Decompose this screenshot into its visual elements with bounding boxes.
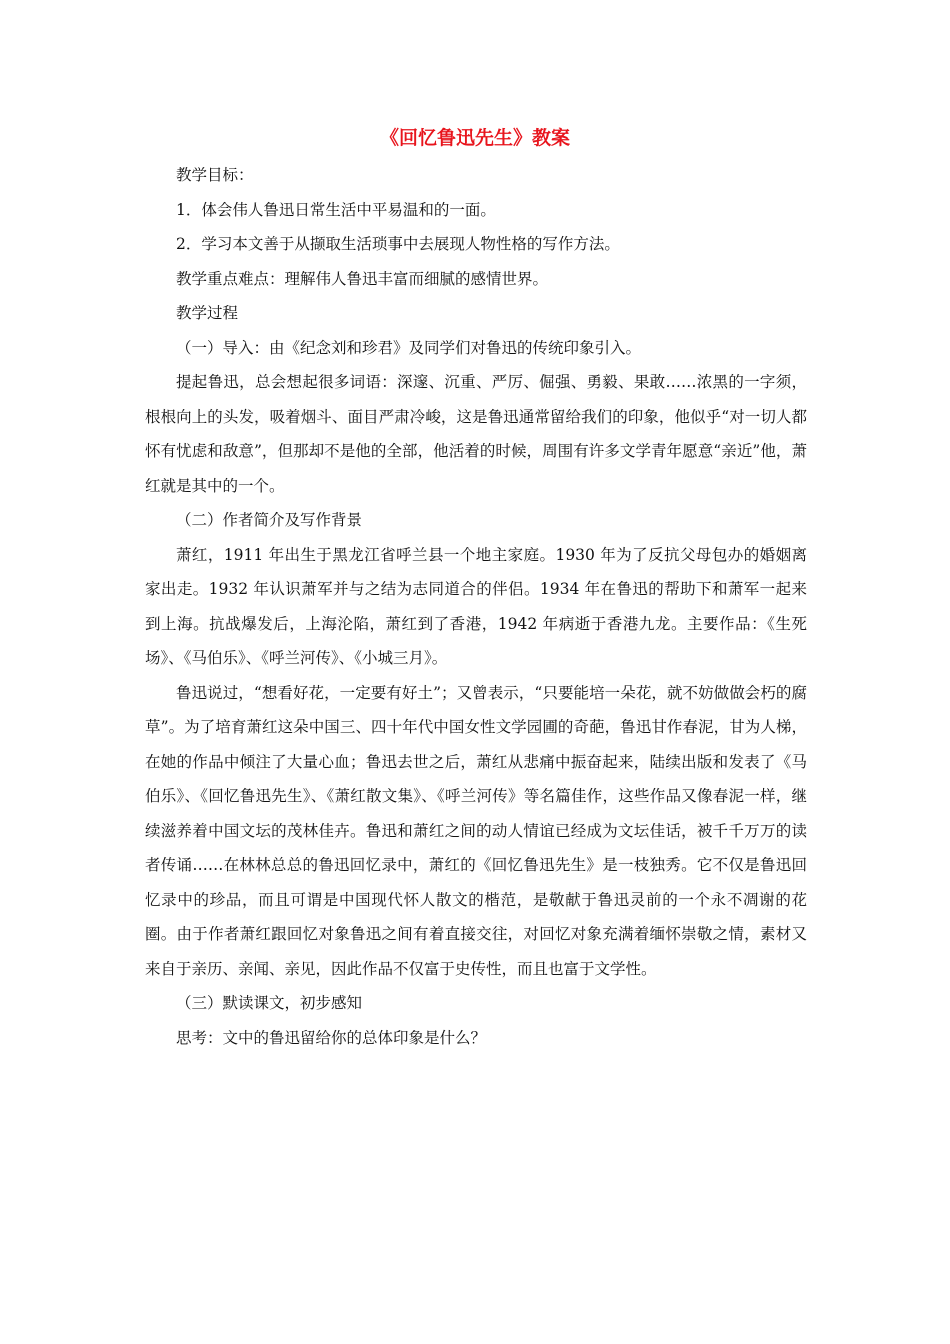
paragraph-section-3-heading: （三）默读课文，初步感知 [176, 994, 363, 1012]
paragraph-author-bio: 萧红，1911 年出生于黑龙江省呼兰县一个地主家庭。1930 年为了反抗父母包办的婚姻离家出走。1932 年认识萧军并与之结为志同道合的伴侣。1934 年在鲁迅的帮助下和萧军一起来到上海。抗战爆发后，上海沦陷，萧红到了香港，1942 年病逝于香港九龙。主要作品：《生死场》、《马伯乐》、《呼兰河传》、《小城三月》。 [145, 545, 807, 667]
paragraph-question: 思考：文中的鲁迅留给你的总体印象是什么？ [176, 1028, 487, 1047]
paragraph-section-1-heading: （一）导入：由《纪念刘和珍君》及同学们对鲁迅的传统印象引入。 [176, 338, 642, 357]
paragraph-key-points: 教学重点难点：理解伟人鲁迅丰富而细腻的感情世界。 [176, 269, 549, 288]
paragraph-introduction: 提起鲁迅，总会想起很多词语：深邃、沉重、严厉、倔强、勇毅、果敢……浓黑的一字须，根根向上的头发，吸着烟斗、面目严肃冷峻，这是鲁迅通常留给我们的印象，他似乎“对一切人都怀有忧虑和敌意”，但那却不是他的全部，他活着的时候，周围有许多文学青年愿意“亲近”他，萧红就是其中的一个。 [145, 373, 807, 495]
paragraph-objective-1: 1．体会伟人鲁迅日常生活中平易温和的一面。 [176, 200, 496, 219]
document-body [145, 158, 807, 1055]
document-title: 《回忆鲁迅先生》教案 [379, 127, 570, 149]
paragraph-section-2-heading: （二）作者简介及写作背景 [176, 511, 363, 529]
paragraph-process-heading: 教学过程 [176, 304, 239, 322]
paragraph-background: 鲁迅说过，“想看好花，一定要有好土”；又曾表示，“只要能培一朵花，就不妨做做会朽的腐草”。为了培育萧红这朵中国三、四十年代中国女性文学园圃的奇葩，鲁迅甘作春泥，甘为人梯，在她的作品中倾注了大量心血；鲁迅去世之后，萧红从悲痛中振奋起来，陆续出版和发表了《马伯乐》、《回忆鲁迅先生》、《萧红散文集》、《呼兰河传》等名篇佳作，这些作品又像春泥一样，继续滋养着中国文坛的茂林佳卉。鲁迅和萧红之间的动人情谊已经成为文坛佳话，被千千万万的读者传诵……在林林总总的鲁迅回忆录中，萧红的《回忆鲁迅先生》是一枝独秀。它不仅是鲁迅回忆录中的珍品，而且可谓是中国现代怀人散文的楷范，是敬献于鲁迅灵前的一个永不凋谢的花圈。由于作者萧红跟回忆对象鲁迅之间有着直接交往，对回忆对象充满着缅怀崇敬之情，素材又来自于亲历、亲闻、亲见，因此作品不仅富于史传性，而且也富于文学性。 [145, 683, 807, 978]
paragraph-objective-2: 2．学习本文善于从撷取生活琐事中去展现人物性格的写作方法。 [176, 235, 620, 253]
paragraph-objectives-heading: 教学目标： [176, 166, 254, 184]
